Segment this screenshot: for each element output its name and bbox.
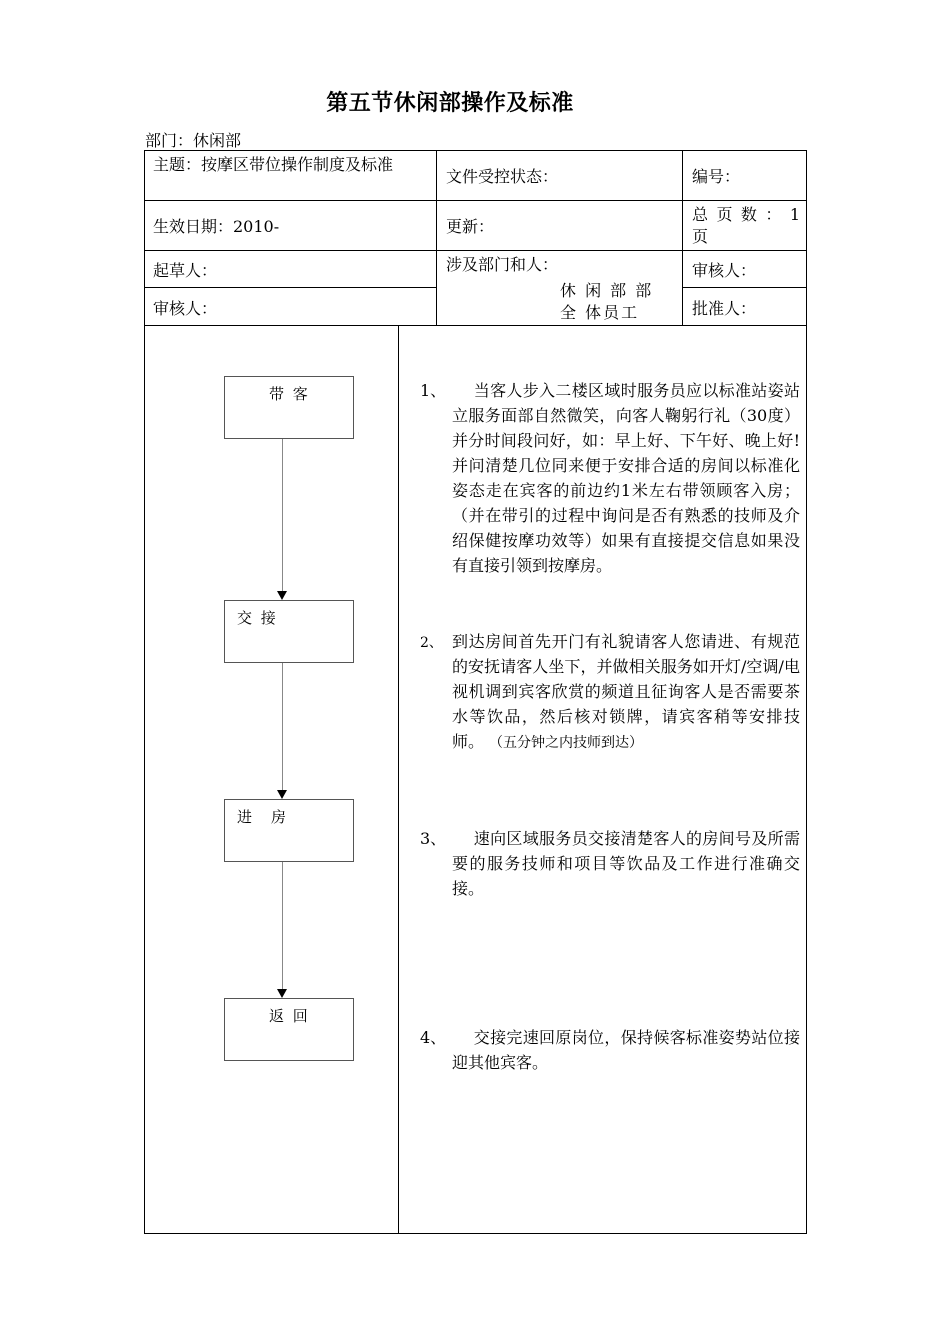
reviewer-right-field: 审核人： [692,261,757,280]
control-status-field: 文件受控状态： [446,167,559,186]
flow-step-return [224,998,354,1061]
subject-field: 主题：按摩区带位操作制度及标准 [153,155,394,174]
step-number: 2、 [420,635,443,651]
table-border-left [144,150,145,1234]
arrow-down-icon [277,591,287,600]
flow-step-return-label: 返 回 [269,1007,310,1025]
approver-field: 批准人： [692,299,757,318]
step-text: 交接完速回原岗位，保持候客标准姿势站位接迎其他宾客。 [452,1028,800,1072]
flow-step-guide [224,376,354,439]
step-text: 当客人步入二楼区域时服务员应以标准站姿站立服务面部自然微笑，向客人鞠躬行礼（30度）并分时间段问好，如：早上好、下午好、晚上好!并问清楚几位同来便于安排合适的房间以标准化姿态走在宾客的前边约1米左右带领顾客入房；（并在带引的过程中询问是否有熟悉的技师及介绍保健按摩功效等）如果有直接提交信息如果没有直接引领到按摩房。 [452,381,800,575]
table-row-divider-1 [144,200,807,201]
table-row-divider-4 [144,325,807,326]
department-label: 部门：休闲部 [145,131,242,150]
flow-connector-3 [282,862,283,989]
procedure-step-4 [420,1025,800,1075]
table-row-divider-3b [682,287,807,288]
step-text: 速向区域服务员交接清楚客人的房间号及所需要的服务技师和项目等饮品及工作进行准确交接。 [452,829,800,898]
procedure-step-1 [420,378,800,578]
drafter-field: 起草人： [153,261,218,280]
table-col-divider-1 [436,150,437,325]
step-number: 3、 [420,829,447,848]
step-number: 4、 [420,1028,447,1047]
total-pages-field: 总 页 数 ： 1 页 [692,205,800,246]
step-note: （五分钟之内技师到达） [496,735,644,751]
flow-connector-1 [282,439,283,591]
table-col-divider-2 [682,150,683,325]
flow-connector-2 [282,663,283,790]
flow-step-enter-room [224,799,354,862]
number-field: 编号： [692,167,741,186]
table-border-bottom [144,1233,807,1234]
table-body-divider [398,325,399,1233]
step-text: 到达房间首先开门有礼貌请客人您请进、有规范的安抚请客人坐下，并做相关服务如开灯/空调/电视机调到宾客欣赏的频道且征询客人是否需要茶水等饮品，然后核对锁牌，请宾客稍等安排技师。 [452,632,800,751]
flow-step-enter-room-label: 进 房 [237,808,289,826]
step-text-container [452,629,800,756]
step-number: 1、 [420,381,447,400]
table-row-divider-3a [144,287,436,288]
arrow-down-icon [277,989,287,998]
flow-step-handover-label: 交 接 [237,609,278,627]
update-field: 更新： [446,217,495,236]
table-border-right [806,150,807,1234]
table-row-divider-2 [144,250,807,251]
flow-step-handover [224,600,354,663]
effective-date-field: 生效日期：2010- [153,217,280,236]
procedure-step-2 [420,629,800,756]
flow-step-guide-label: 带 客 [269,385,310,403]
reviewer-left-field: 审核人： [153,299,218,318]
involved-value: 休 闲 部 部 全 体员工 [560,281,654,322]
procedure-step-3 [420,826,800,901]
involved-label: 涉及部门和人： [446,255,559,274]
table-border-top [144,150,807,151]
arrow-down-icon [277,790,287,799]
page-title: 第五节休闲部操作及标准 [326,91,574,116]
